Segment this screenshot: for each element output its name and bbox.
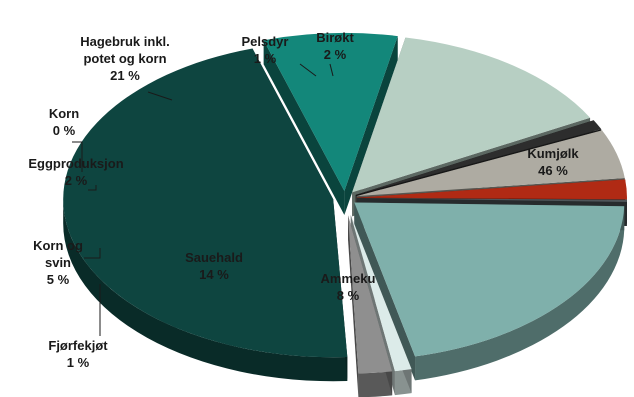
slice-value: 1 % [66, 355, 90, 370]
slice-value: 5 % [46, 272, 70, 287]
slice-value: 21 % [110, 68, 140, 83]
slice-name: Eggproduksjon [28, 156, 124, 171]
slice-label-4 [48, 338, 108, 370]
slice-label-7 [49, 106, 79, 138]
slice-name: svin [44, 255, 72, 270]
slice-value: 8 % [336, 288, 360, 303]
slice-name: Korn [48, 106, 80, 121]
slice-value: 14 % [199, 267, 229, 282]
slice-value: 0 % [52, 123, 76, 138]
slice-name: Pelsdyr [241, 34, 289, 49]
slice-name: Fjørfekjøt [48, 338, 108, 353]
slice-name: Sauehald [185, 250, 243, 265]
slice-name: Korn og [33, 238, 83, 253]
slice-name: Hagebruk inkl. [80, 34, 170, 49]
pie-slices [63, 33, 627, 397]
slice-value: 46 % [538, 163, 568, 178]
slice-name: Birøkt [316, 30, 354, 45]
slice-label-8 [80, 34, 170, 83]
slice-name: Kumjølk [527, 146, 579, 161]
slice-value: 2 % [64, 173, 88, 188]
slice-value: 2 % [323, 47, 347, 62]
slice-name: potet og korn [83, 51, 167, 66]
slice-value: 1 % [253, 51, 277, 66]
slice-name: Ammeku [320, 271, 376, 286]
